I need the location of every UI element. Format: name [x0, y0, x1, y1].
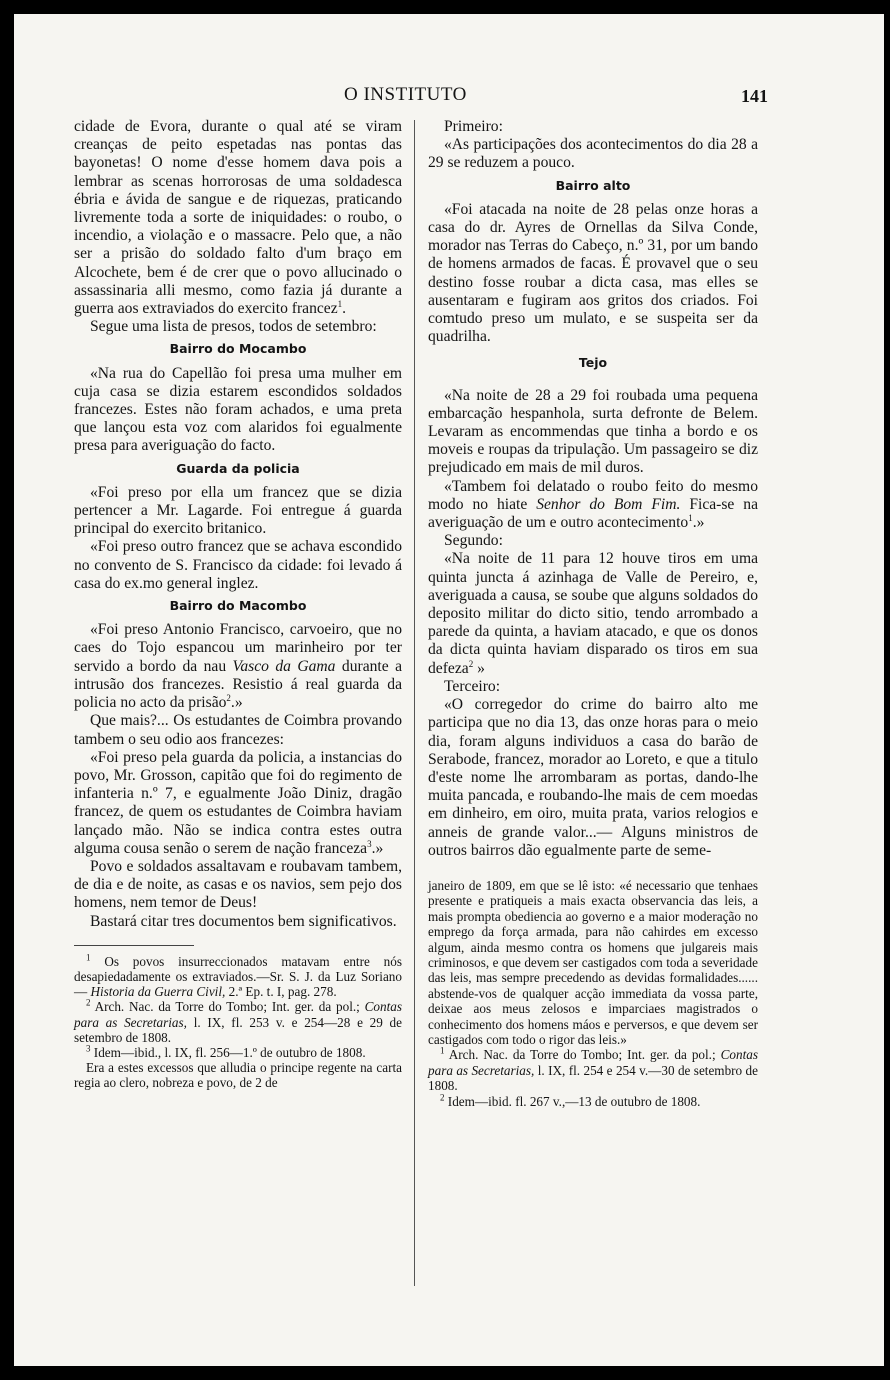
ship-name: Senhor do Bom Fim.	[536, 495, 681, 513]
footnote-ref: 1	[337, 298, 343, 309]
section-heading: Bairro alto	[555, 177, 631, 193]
paragraph: Bastará citar tres documentos bem significativos.	[90, 912, 397, 930]
paragraph-text: durante a intrusão dos francezes. Resistio á real guarda da policia no acto da prisão	[74, 657, 403, 712]
paragraph: «O corregedor do crime do bairro alto me participa que no dia 13, das onze horas para o meio dia, foram alguns individuos a casa do barão de Serabode, francez, morador ao Loreto, e que a titulo d'este nome lhe arrombaram as portas, dando-lhe muita pancada, e roubando-lhe mais de cem moedas em dinheiro, em oiro, muita prata, varios relogios e anneis de grande valor...— Alguns ministros de outros bairros dão egualmente parte de seme-	[428, 696, 758, 859]
punctuation: .»	[230, 694, 243, 712]
footnote-rule	[74, 945, 194, 946]
paragraph: Terceiro:	[444, 677, 501, 695]
footnote-number: 2	[440, 1092, 445, 1103]
footnote-text: Arch. Nac. da Torre do Tombo; Int. ger. da pol.;	[448, 1047, 716, 1063]
footnotes	[74, 954, 402, 1091]
footnote-text: l. IX, fl. 253 v. e 254—28 e 29 de setembro de 1808.	[74, 1014, 403, 1045]
paragraph: Segundo:	[444, 532, 503, 550]
paragraph-text: «Foi preso pela guarda da policia, a instancias do povo, Mr. Grosson, capitão que foi do regimento de infanteria n.º 7, e egualmente João Diniz, dragão francez, de quem os estudantes de Coimbra haviam lançado mão. Não se indica contra estes outra alguma cousa senão o serem de nação franceza	[74, 748, 402, 857]
section-heading: Bairro do Mocambo	[169, 341, 307, 357]
footnote-text: Os povos insurreccionados matavam entre nós desapiedadamente os extraviados.—Sr. S. J. da Luz Soriano —	[74, 953, 402, 1000]
paragraph	[74, 118, 402, 318]
footnote-text: 2.ª Ep. t. I, pag. 278.	[228, 984, 337, 1000]
paragraph-text: «Na noite de 11 para 12 houve tiros em uma quinta juncta á azinhaga de Valle de Pereiro, e, averiguada a causa, se soube que alguns soldados do deposito militar do dicto sitio, tendo arrombado a parede da quinta, a haviam atacado, e que os donos da dicta quinta haviam disparado os tiros em sua defeza	[428, 550, 758, 677]
paragraph	[74, 621, 402, 712]
footnote-ref: 2	[226, 692, 231, 703]
footnote-number: 1	[86, 952, 91, 963]
footnote-number: 1	[440, 1046, 445, 1056]
paragraph: Povo e soldados assaltavam e roubavam tambem, de dia e de noite, as casas e os navios, sem pejo dos homens, nem temor de Deus!	[74, 857, 402, 912]
footnote-number: 2	[86, 997, 91, 1008]
paragraph: «Foi atacada na noite de 28 pelas onze horas a casa do dr. Ayres de Ornellas da Silva Conde, morador nas Terras do Cabeço, n.º 31, por um bando de homens armados de facas. É provavel que o seu destino fosse roubar a dicta casa, mas elles se ausentaram e fugiram aos gritos dos criados. Foi comtudo preso um mulato, e se suspeita ser da quadrilha.	[428, 200, 758, 346]
punctuation: »	[477, 659, 485, 677]
ship-name: Vasco da Gama	[232, 657, 336, 675]
column-divider	[414, 120, 415, 1286]
book-title: Contas para as Secretarias,	[74, 999, 402, 1030]
footnote-text: Idem—ibid. fl. 267 v.,—13 de outubro de 1808.	[447, 1093, 701, 1109]
footnotes	[428, 878, 758, 1109]
left-column	[74, 118, 402, 1091]
punctuation: .	[342, 300, 347, 318]
paragraph	[428, 478, 758, 533]
running-title: O INSTITUTO	[344, 84, 467, 105]
section-heading: Guarda da policia	[176, 460, 300, 476]
paragraph-text: cidade de Evora, durante o qual até se viram creanças de peito espetadas nas pontas das bayonetas! O nome d'esse homem dava pois a lembrar as scenas horrorosas de uma soldadesca ébria e ávida de sangue e de riquezas, praticando livremente toda a sorte de iniquidades: o roubo, o incendio, a violação e o massacre. Pelo que, a não ser a prisão do soldado falto d'um braço em Alcochete, bem é de crer que o povo allucinado o assassinaria alli mesmo, como fazia já durante a guerra aos extraviados do exercito francez	[74, 118, 402, 318]
footnote-ref: 3	[367, 838, 372, 849]
footnote	[428, 1047, 758, 1093]
footnote-ref: 1	[688, 512, 693, 523]
paragraph: Que mais?... Os estudantes de Coimbra provando tambem o seu odio aos francezes:	[74, 712, 402, 748]
footnote-text: l. IX, fl. 254 e 254 v.—30 de setembro de 1808.	[428, 1062, 759, 1094]
paragraph	[428, 550, 758, 677]
paragraph: «Foi preso outro francez que se achava escondido no convento de S. Francisco da cidade: foi levado á casa do ex.mo general inglez.	[74, 538, 402, 592]
paragraph-text: Fica-se na averiguação de um e outro acontecimento	[428, 495, 758, 532]
footnote: Era a estes excessos que alludia o principe regente na carta regia ao clero, nobreza e povo, de 2 de	[74, 1060, 402, 1091]
page-header	[14, 84, 884, 114]
paragraph	[74, 749, 402, 858]
book-title: Historia da Guerra Civil,	[90, 984, 226, 1000]
book-title: Contas para as Secretarias,	[428, 1047, 758, 1078]
paragraph-text: «Foi preso Antonio Francisco, carvoeiro, que no caes do Tojo espancou um marinheiro por ter servido a bordo da nau	[74, 621, 402, 675]
footnote	[74, 1045, 402, 1060]
footnote-text: Arch. Nac. da Torre do Tombo; Int. ger. da pol.;	[94, 999, 360, 1015]
paragraph: «As participações dos acontecimentos do dia 28 a 29 se reduzem a pouco.	[428, 136, 758, 172]
footnote	[74, 999, 402, 1045]
footnote-text: Idem—ibid., l. IX, fl. 256—1.º de outubro de 1808.	[93, 1044, 366, 1060]
punctuation: .»	[692, 514, 705, 532]
book-page	[14, 14, 884, 1366]
paragraph: Primeiro:	[444, 118, 503, 135]
paragraph: «Na noite de 28 a 29 foi roubada uma pequena embarcação hespanhola, surta defronte de Belem. Levaram as encommendas que tinha a bordo e os moveis e roupas da tripulação. Um passageiro se diz prejudicado em mais de mil duros.	[428, 386, 758, 477]
footnote	[74, 954, 402, 1000]
paragraph: Segue uma lista de presos, todos de setembro:	[90, 318, 377, 336]
paragraph: «Na rua do Capellão foi presa uma mulher em cuja casa se dizia estarem escondidos soldados francezes. Estes não foram achados, e uma preta que lançou esta voz com alaridos foi egualmente presa para averiguação do facto.	[74, 364, 402, 455]
footnote-continuation: janeiro de 1809, em que se lê isto: «é necessario que tenhaes presente e pratiqueis a mais exacta observancia das leis, a mais prompta obediencia ao governo e a maior moderação no emprego da força armada, para não cahirdes em excesso algum, ainda mesmo contra os homens que julgareis mais criminosos, e que devem ser castigados com toda a severidade das leis, mas sempre precedendo as devidas formalidades...... abstende-vos de qualquer acção immediata da vossa parte, deixae aos meus zelosos e imparciaes magistrados o conhecimento dos homens máos e perversos, e que devem ser castigados com todo o rigor das leis.»	[428, 877, 758, 1047]
right-column	[428, 118, 758, 1109]
paragraph: «Foi preso por ella um francez que se dizia pertencer a Mr. Lagarde. Foi entregue á guarda principal do exercito britanico.	[74, 483, 402, 538]
footnote-number: 3	[86, 1043, 91, 1054]
page-number: 141	[741, 86, 768, 106]
footnote-ref: 2	[468, 658, 474, 669]
section-heading: Tejo	[578, 355, 608, 371]
paragraph-text: «Tambem foi delatado o roubo feito do mesmo modo no hiate	[428, 477, 758, 513]
section-heading: Bairro do Macombo	[169, 598, 307, 614]
footnote	[428, 1094, 758, 1109]
punctuation: .»	[371, 839, 384, 857]
